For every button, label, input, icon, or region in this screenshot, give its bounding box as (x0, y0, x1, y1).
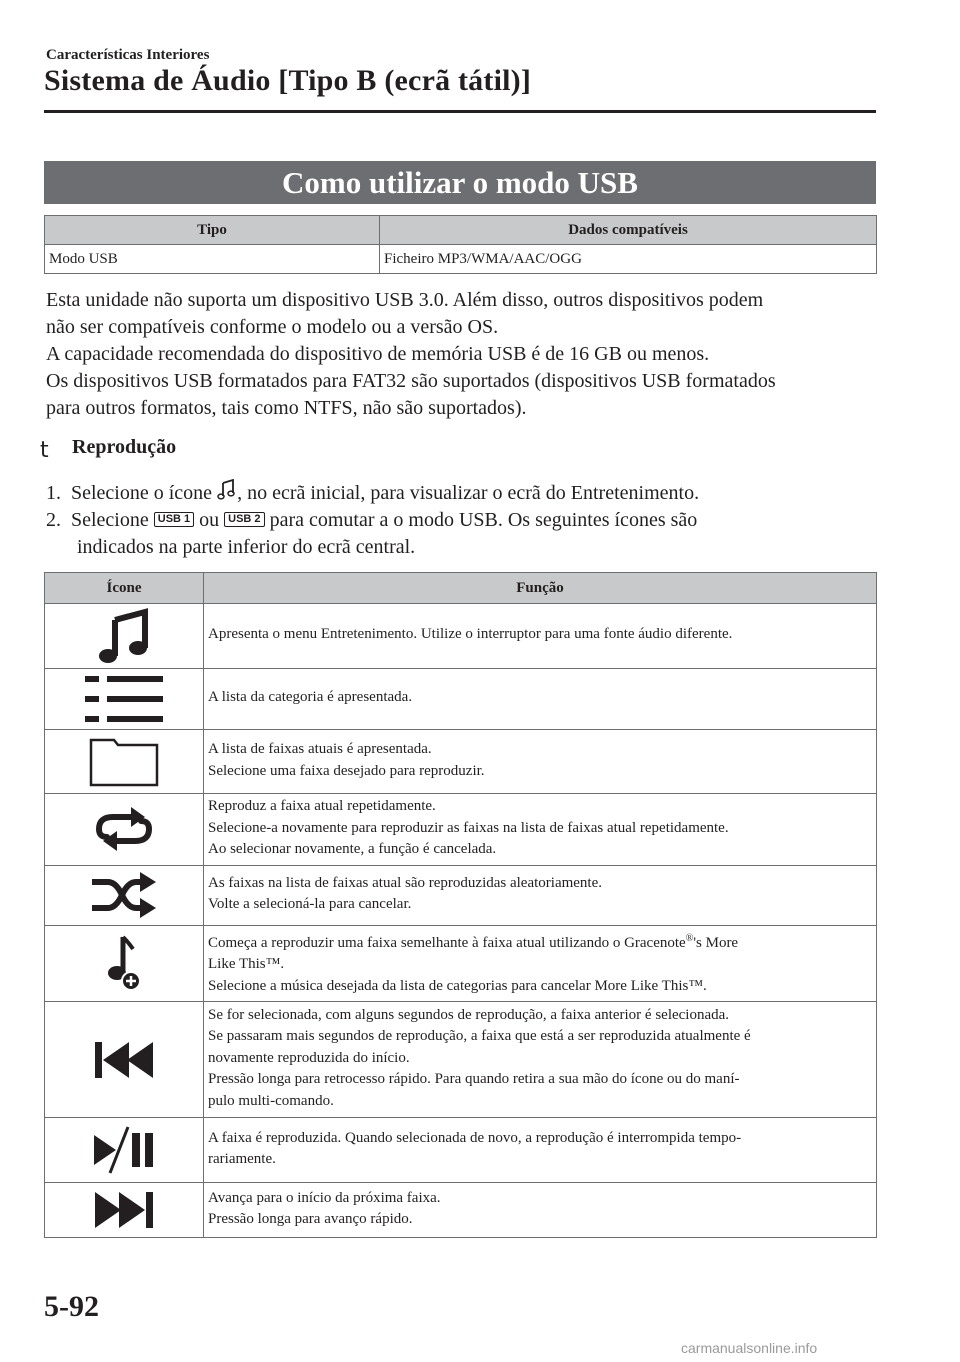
table-row: Se for selecionada, com alguns segundos de reprodução, a faixa anterior é selecionada. Se passaram mais segundos de reprodução, a faixa que está a ser reproduzida atualmente é novamente reproduzida do início. Pressão longa para retrocesso rápido. Para quando retira a sua mão do ícone ou do maní- pulo multi-comando. (45, 1002, 877, 1118)
table-row: Avança para o início da próxima faixa. Pressão longa para avanço rápido. (45, 1183, 877, 1238)
step-2-continued: indicados na parte inferior do ecrã central. (77, 536, 416, 558)
folder-icon (88, 736, 160, 788)
table-row: Reproduz a faixa atual repetidamente. Selecione-a novamente para reproduzir as faixas na lista de faixas atual repetidamente. Ao selecionar novamente, a função é cancelada. (45, 794, 877, 866)
paragraph-line: Esta unidade não suporta um dispositivo USB 3.0. Além disso, outros dispositivos podem (46, 289, 764, 311)
icon-function-table (44, 572, 877, 1238)
music-note-icon (89, 606, 159, 666)
page-number: 5-92 (44, 1290, 99, 1323)
category-list-icon (83, 673, 165, 725)
title-divider (44, 110, 876, 113)
more-like-this-icon (99, 933, 149, 993)
subsection-title: Reprodução (72, 436, 177, 458)
table-row: A lista de faixas atuais é apresentada. Selecione uma faixa desejado para reproduzir. (45, 730, 877, 794)
usb1-button-label: USB 1 (154, 512, 194, 527)
table-row: Começa a reproduzir uma faixa semelhante à faixa atual utilizando o Gracenote®'s More Like This™. Selecione a música desejada da lista de categorias para cancelar More Like This™. (45, 925, 877, 1002)
compat-header-data: Dados compatíveis (380, 216, 877, 245)
section-banner: Como utilizar o modo USB (44, 161, 876, 204)
shuffle-icon (88, 870, 160, 920)
compat-cell-type: Modo USB (45, 245, 380, 274)
subsection-bullet: t (40, 438, 49, 463)
table-row: A lista da categoria é apresentada. (45, 669, 877, 730)
paragraph-line: A capacidade recomendada do dispositivo de memória USB é de 16 GB ou menos. (46, 343, 710, 365)
next-track-icon (91, 1188, 157, 1232)
step-1: 1. Selecione o ícone , no ecrã inicial, para visualizar o ecrã do Entretenimento. (46, 479, 876, 507)
section-label: Características Interiores (46, 47, 210, 63)
table-row: A faixa é reproduzida. Quando selecionada de novo, a reprodução é interrompida tempo- rariamente. (45, 1118, 877, 1183)
music-note-icon (217, 479, 237, 501)
page-title: Sistema de Áudio [Tipo B (ecrã tátil)] (44, 64, 532, 97)
table-row: As faixas na lista de faixas atual são reproduzidas aleatoriamente. Volte a selecioná-la para cancelar. (45, 865, 877, 925)
icon-header: Ícone (45, 573, 204, 604)
compat-table (44, 215, 877, 274)
compat-cell-data: Ficheiro MP3/WMA/AAC/OGG (380, 245, 877, 274)
paragraph-line: não ser compatíveis conforme o modelo ou a versão OS. (46, 316, 499, 338)
repeat-icon (89, 803, 159, 855)
play-pause-icon (88, 1125, 160, 1175)
usb2-button-label: USB 2 (224, 512, 264, 527)
table-row: Apresenta o menu Entretenimento. Utilize o interruptor para uma fonte áudio diferente. (45, 604, 877, 669)
paragraph-line: Os dispositivos USB formatados para FAT32 são suportados (dispositivos USB formatados (46, 370, 776, 392)
paragraph-line: para outros formatos, tais como NTFS, não são suportados). (46, 397, 527, 419)
compat-header-type: Tipo (45, 216, 380, 245)
step-2: 2. Selecione USB 1 ou USB 2 para comutar a o modo USB. Os seguintes ícones são (46, 509, 698, 531)
watermark: carmanualsonline.info (681, 1340, 818, 1356)
previous-track-icon (91, 1038, 157, 1082)
function-header: Função (204, 573, 877, 604)
